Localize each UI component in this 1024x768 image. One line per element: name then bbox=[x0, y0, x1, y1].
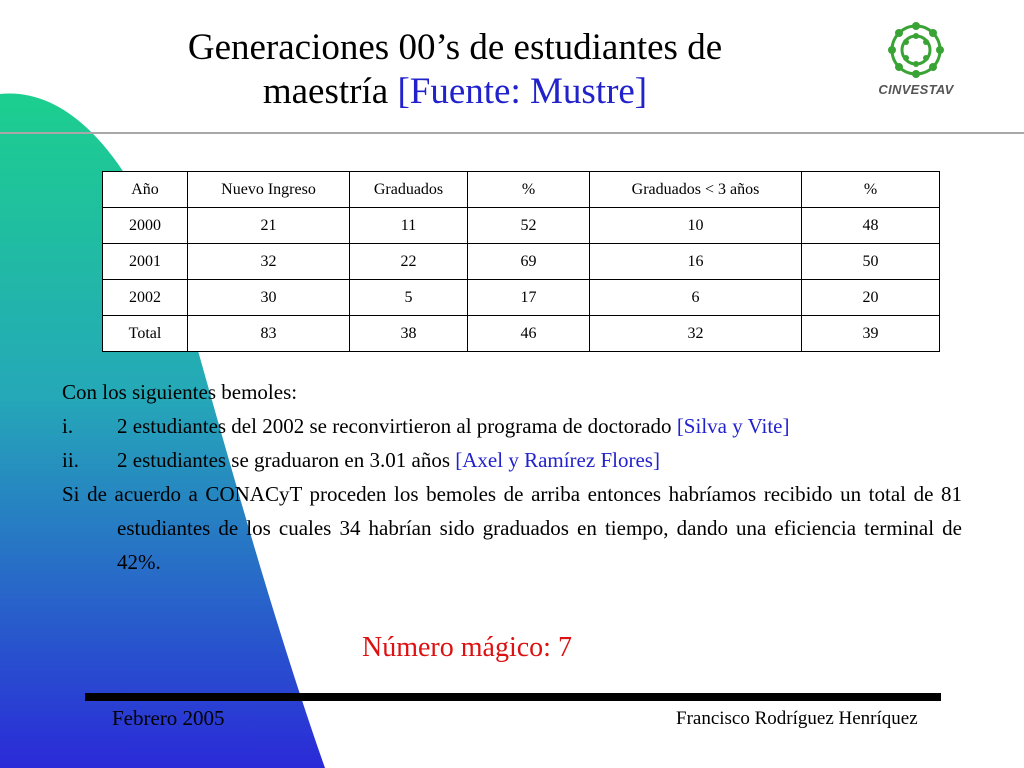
title-source: [Fuente: Mustre] bbox=[397, 71, 648, 112]
cell-graduates-under-3: 32 bbox=[590, 316, 802, 352]
table-row bbox=[103, 208, 940, 244]
cell-year: 2002 bbox=[103, 280, 188, 316]
cell-percent-under-3: 48 bbox=[802, 208, 940, 244]
footer-date: Febrero 2005 bbox=[112, 706, 225, 730]
slide-title bbox=[130, 26, 780, 114]
cell-year: Total bbox=[103, 316, 188, 352]
header-year: Año bbox=[103, 172, 188, 208]
header-new-enrollment: Nuevo Ingreso bbox=[188, 172, 350, 208]
header-divider bbox=[0, 132, 1024, 134]
table-row bbox=[103, 244, 940, 280]
cell-percent-under-3: 39 bbox=[802, 316, 940, 352]
slide-body bbox=[62, 375, 962, 579]
cell-graduates-under-3: 10 bbox=[590, 208, 802, 244]
cell-percent-under-3: 50 bbox=[802, 244, 940, 280]
cell-year: 2001 bbox=[103, 244, 188, 280]
conclusion-text: Si de acuerdo a CONACyT proceden los bemoles de arriba entonces habríamos recibido un total de 81 estudiantes de los cuales 34 habrían sido graduados en tiempo, dando una eficiencia terminal de 42%. bbox=[62, 482, 962, 574]
cell-new-enrollment: 30 bbox=[188, 280, 350, 316]
header-percent-under-3-years: % bbox=[802, 172, 940, 208]
cell-percent: 52 bbox=[468, 208, 590, 244]
footer-divider bbox=[85, 693, 941, 701]
header-percent: % bbox=[468, 172, 590, 208]
table-header-row bbox=[103, 172, 940, 208]
cell-percent: 46 bbox=[468, 316, 590, 352]
header-graduates: Graduados bbox=[350, 172, 468, 208]
table-row-total bbox=[103, 316, 940, 352]
cell-graduates: 38 bbox=[350, 316, 468, 352]
cell-percent-under-3: 20 bbox=[802, 280, 940, 316]
footer-author: Francisco Rodríguez Henríquez bbox=[676, 708, 918, 729]
list-item-text: 2 estudiantes del 2002 se reconvirtieron al programa de doctorado bbox=[117, 414, 672, 438]
cell-graduates-under-3: 6 bbox=[590, 280, 802, 316]
list-item-source: [Silva y Vite] bbox=[676, 414, 790, 438]
cell-graduates: 22 bbox=[350, 244, 468, 280]
cinvestav-logo bbox=[870, 18, 970, 110]
cell-graduates: 5 bbox=[350, 280, 468, 316]
cell-percent: 69 bbox=[468, 244, 590, 280]
list-item-number: i. bbox=[62, 414, 74, 438]
cell-year: 2000 bbox=[103, 208, 188, 244]
intro-text: Con los siguientes bemoles: bbox=[62, 380, 298, 404]
list-item bbox=[62, 409, 962, 443]
list-item-text: 2 estudiantes se graduaron en 3.01 años bbox=[117, 448, 450, 472]
graduates-table bbox=[102, 171, 940, 352]
cell-new-enrollment: 21 bbox=[188, 208, 350, 244]
list-item-source: [Axel y Ramírez Flores] bbox=[455, 448, 660, 472]
table-row bbox=[103, 280, 940, 316]
cell-new-enrollment: 83 bbox=[188, 316, 350, 352]
cell-percent: 17 bbox=[468, 280, 590, 316]
logo-wordmark: CINVESTAV bbox=[878, 82, 954, 97]
cinvestav-emblem-icon bbox=[870, 18, 962, 80]
header-graduates-under-3-years: Graduados < 3 años bbox=[590, 172, 802, 208]
cell-new-enrollment: 32 bbox=[188, 244, 350, 280]
cell-graduates: 11 bbox=[350, 208, 468, 244]
cell-graduates-under-3: 16 bbox=[590, 244, 802, 280]
list-item bbox=[62, 443, 962, 477]
title-line2: maestría bbox=[262, 71, 389, 112]
list-item-number: ii. bbox=[62, 448, 79, 472]
title-line1: Generaciones 00’s de estudiantes de bbox=[187, 27, 723, 68]
magic-number-text: Número mágico: 7 bbox=[362, 632, 572, 663]
